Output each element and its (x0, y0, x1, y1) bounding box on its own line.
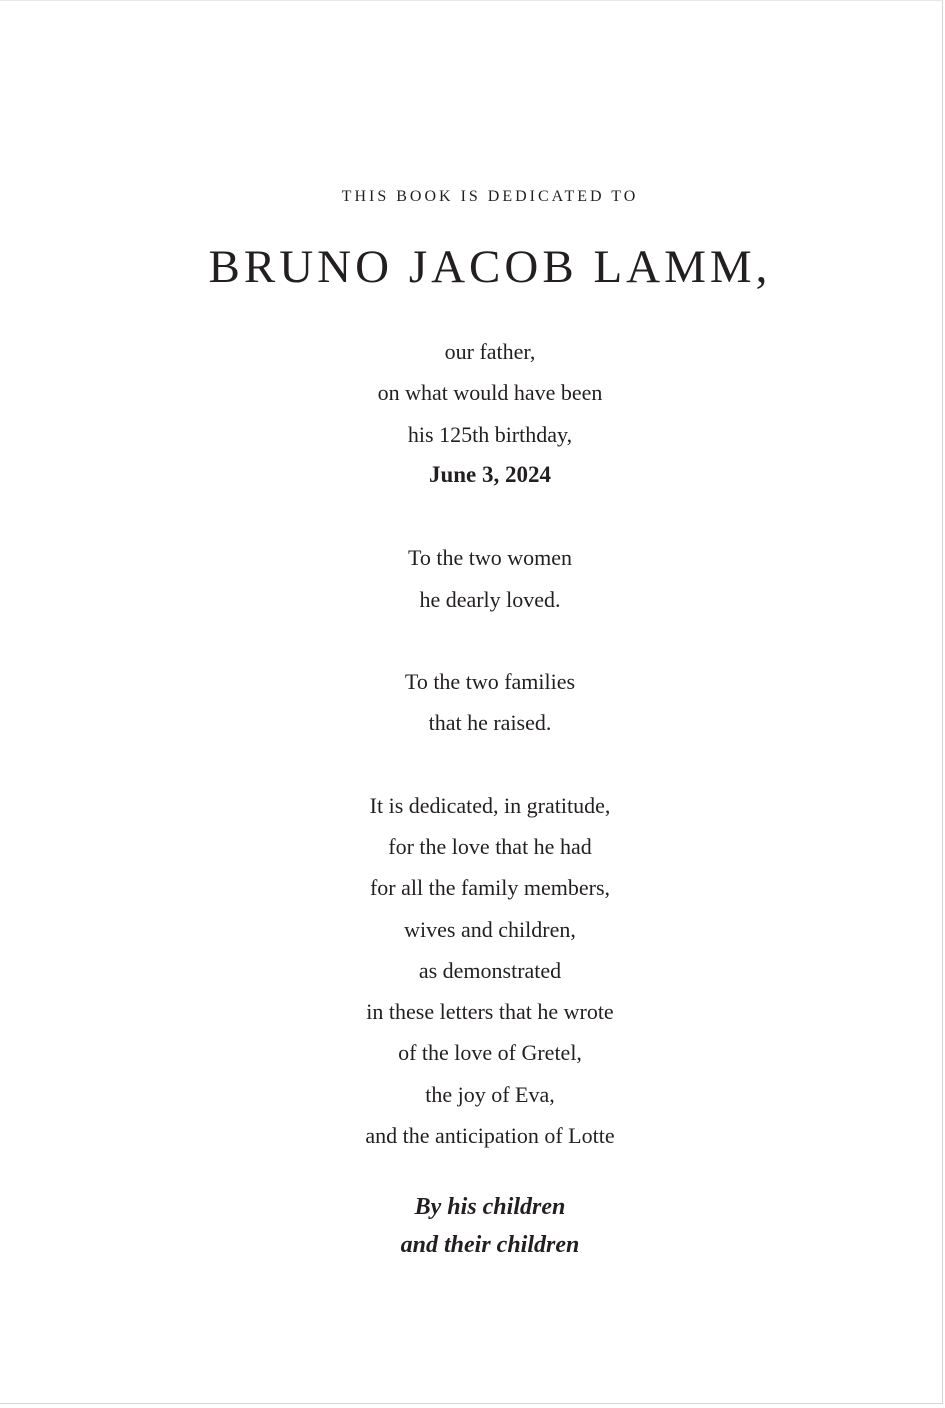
stanza4-line: of the love of Gretel, (398, 1040, 582, 1065)
signature-line: and their children (400, 1232, 580, 1258)
stanza4-line: as demonstrated (418, 958, 562, 983)
dedication-date: June 3, 2024 (428, 462, 552, 487)
stanza3-line: To the two families (404, 669, 576, 694)
stanza4-line: It is dedicated, in gratitude, (369, 793, 611, 818)
stanza4-line: in these letters that he wrote (366, 999, 614, 1024)
honoree-name: BRUNO JACOB LAMM, (208, 241, 772, 293)
stanza1-line: our father, (444, 339, 536, 364)
stanza4-line: for all the family members, (369, 875, 611, 900)
stanza2-line: he dearly loved. (419, 587, 561, 612)
signature-line: By his children (414, 1194, 566, 1220)
stanza4-line: for the love that he had (388, 834, 592, 859)
stanza4-line: wives and children, (404, 917, 576, 942)
stanza2-line: To the two women (407, 545, 573, 570)
stanza4-line: and the anticipation of Lotte (365, 1123, 615, 1148)
dedication-intro: THIS BOOK IS DEDICATED TO (341, 188, 639, 205)
stanza1-line: his 125th birthday, (407, 422, 573, 447)
stanza1-line: on what would have been (377, 380, 603, 405)
stanza3-line: that he raised. (428, 710, 552, 735)
stanza4-line: the joy of Eva, (425, 1082, 555, 1107)
